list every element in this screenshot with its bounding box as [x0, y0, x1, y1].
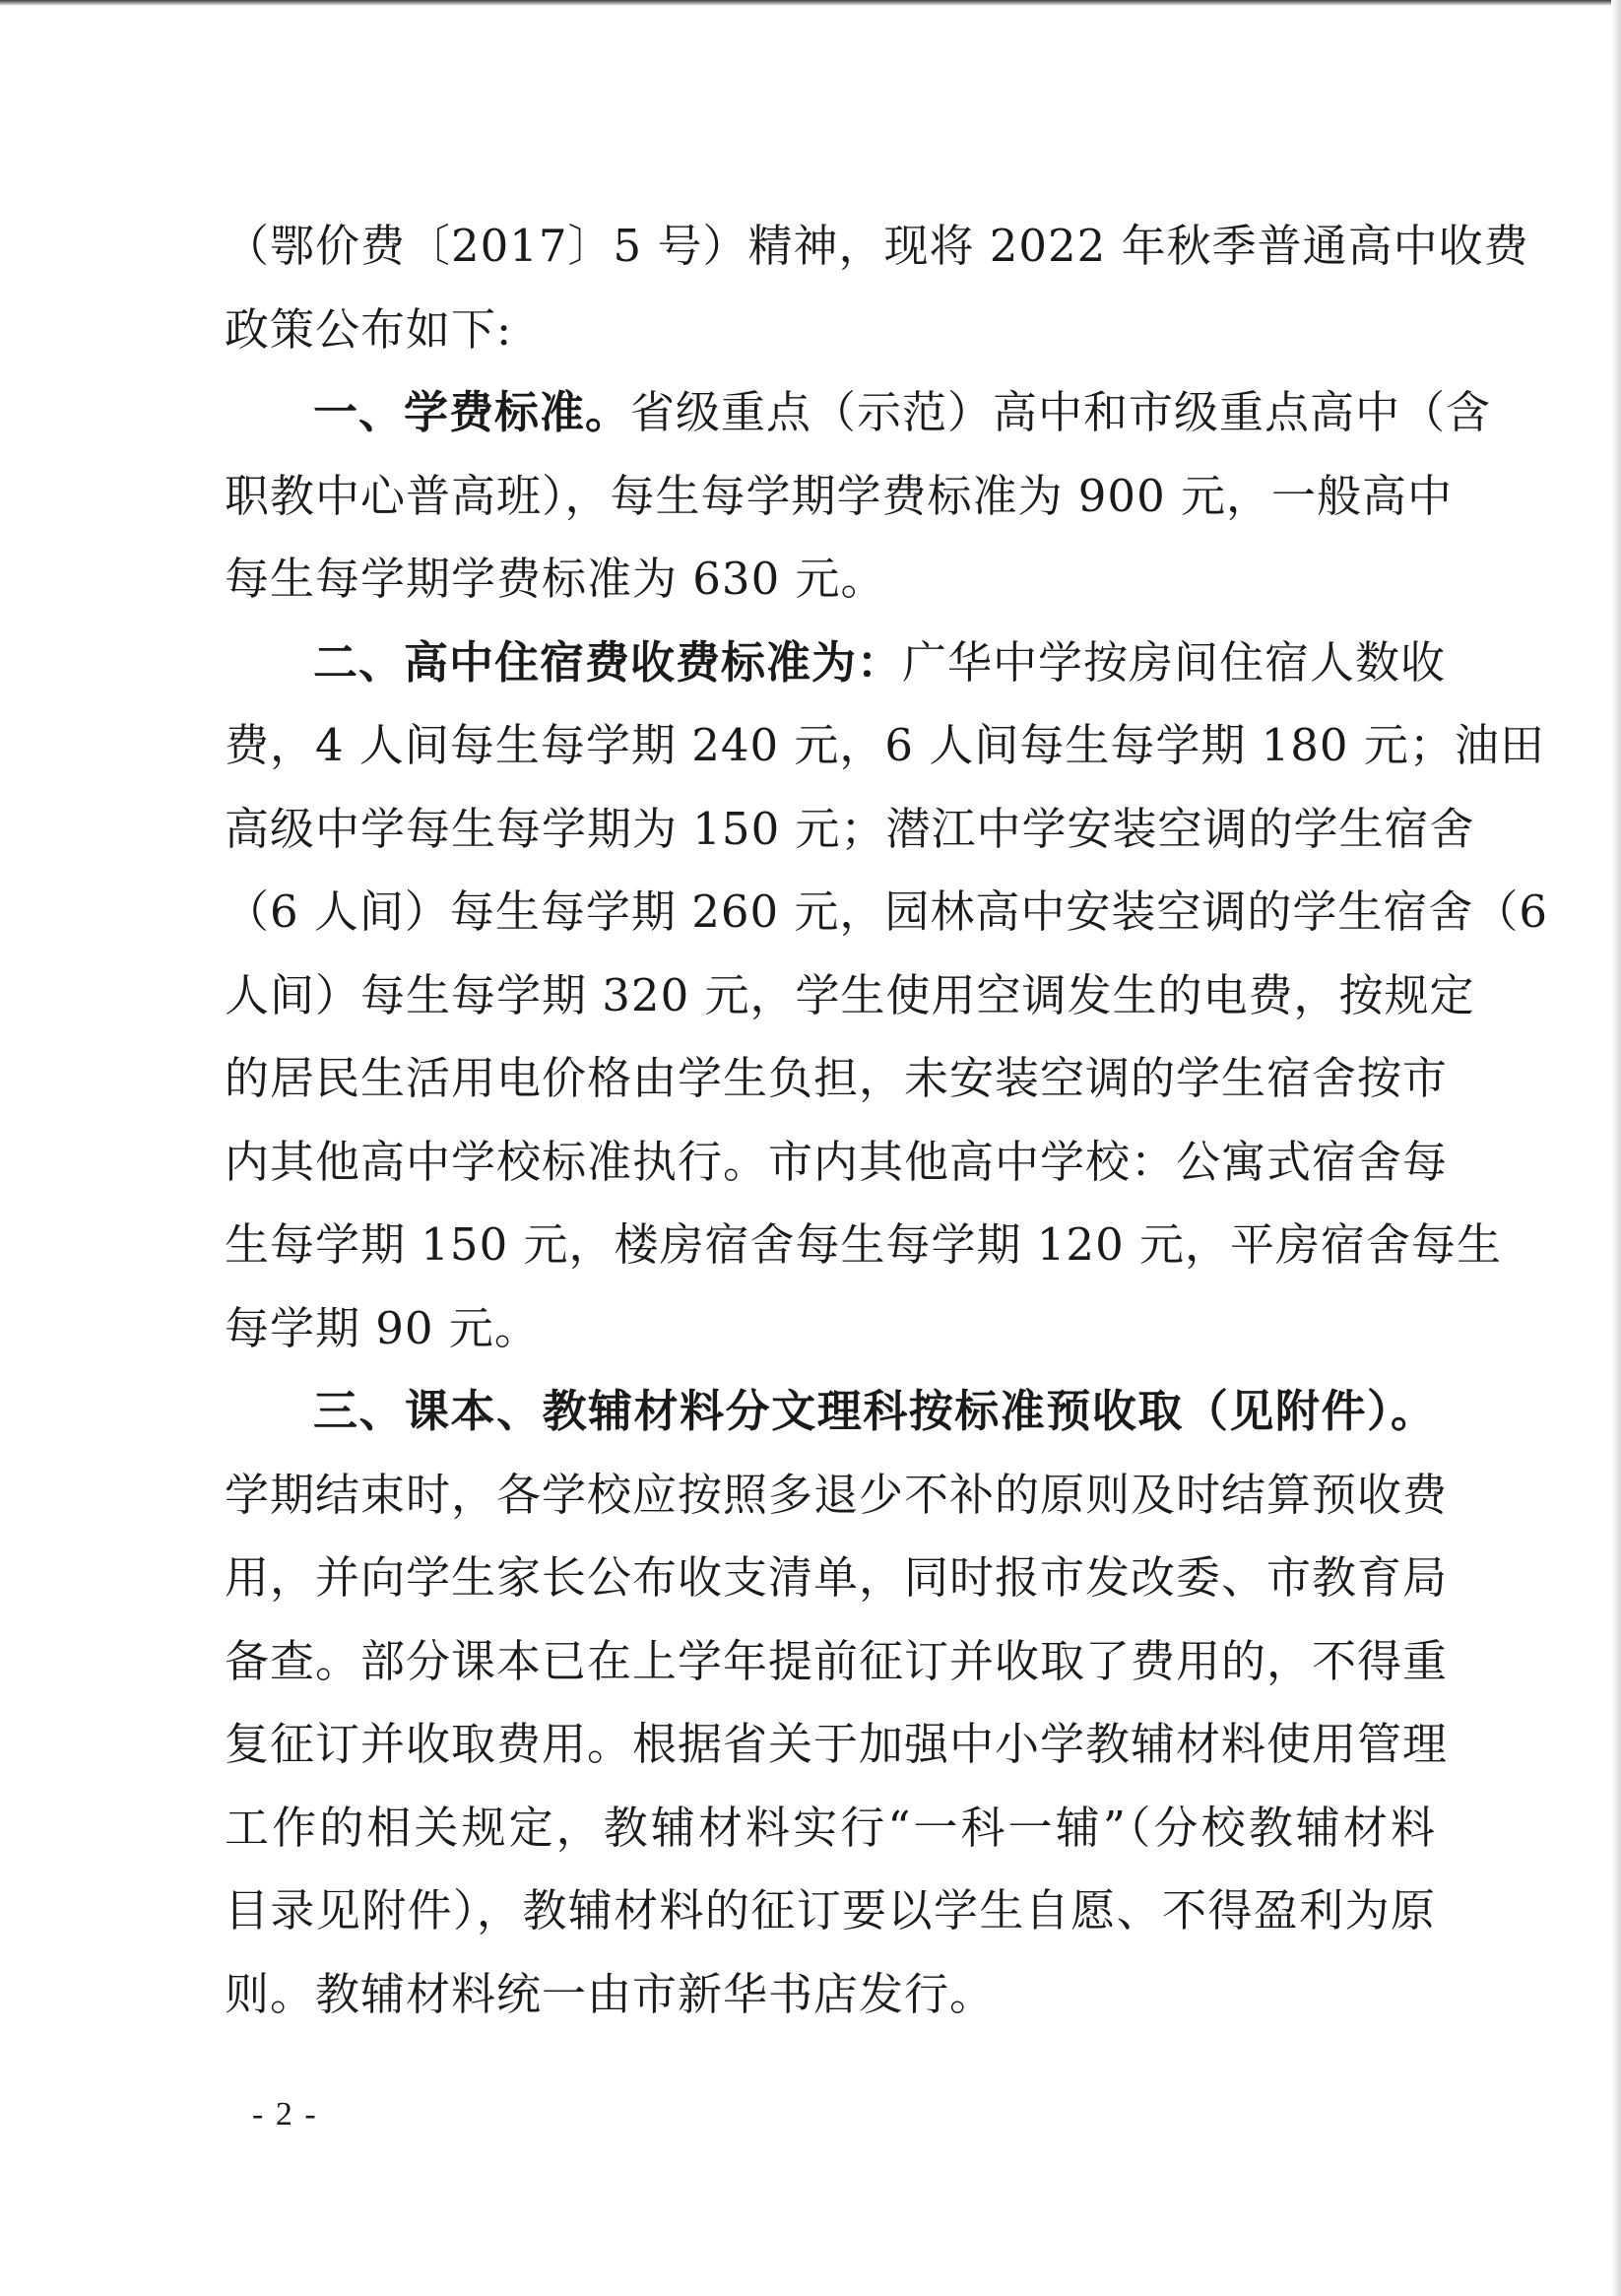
scan-edge-right	[1611, 0, 1621, 2296]
paragraph-line: 用，并向学生家长公布收支清单，同时报市发改委、市教育局	[225, 1551, 1449, 1604]
document-body	[225, 205, 1549, 2036]
paragraph-line: 的居民生活用电价格由学生负担，未安装空调的学生宿舍按市	[225, 1052, 1449, 1104]
section-2-first-line	[225, 622, 1447, 705]
paragraph-line: 高级中学每生每学期为 150 元；潜江中学安装空调的学生宿舍	[225, 802, 1475, 855]
section-2-text: 广华中学按房间住宿人数收	[902, 635, 1447, 689]
scan-edge-top	[0, 0, 1621, 6]
paragraph-line: 目录见附件），教辅材料的征订要以学生自愿、不得盈利为原	[225, 1884, 1436, 1936]
section-3-first-line	[225, 1370, 1436, 1454]
paragraph-line: 则。教辅材料统一由市新华书店发行。	[225, 1967, 996, 2020]
paragraph-line: 内其他高中学校标准执行。市内其他高中学校：公寓式宿舍每	[225, 1135, 1449, 1188]
paragraph-line: 工作的相关规定，教辅材料实行“一科一辅”（分校教辅材料	[225, 1801, 1436, 1854]
section-1-heading: 一、学费标准。	[313, 386, 631, 438]
paragraph-line: 人间）每生每学期 320 元，学生使用空调发生的电费，按规定	[225, 968, 1475, 1021]
paragraph-line: （6 人间）每生每学期 260 元，园林高中安装空调的学生宿舍（6	[225, 886, 1549, 938]
paragraph-line: （鄂价费〔2017〕5 号）精神，现将 2022 年秋季普通高中收费	[225, 220, 1529, 272]
section-3-heading: 三、课本、教辅材料分文理科按标准预收取（见附件）。	[313, 1385, 1436, 1437]
page-number: - 2 -	[252, 2096, 318, 2132]
section-1-first-line	[225, 371, 1492, 455]
paragraph-line: 复征订并收取费用。根据省关于加强中小学教辅材料使用管理	[225, 1718, 1449, 1770]
paragraph-line: 生每学期 150 元，楼房宿舍每生每学期 120 元，平房宿舍每生	[225, 1218, 1503, 1271]
paragraph-line: 备查。部分课本已在上学年提前征订并收取了费用的，不得重	[225, 1634, 1449, 1687]
paragraph-line: 学期结束时，各学校应按照多退少不补的原则及时结算预收费	[225, 1468, 1449, 1521]
paragraph-line: 每学期 90 元。	[225, 1301, 540, 1354]
paragraph-line: 费，4 人间每生每学期 240 元，6 人间每生每学期 180 元；油田	[225, 719, 1545, 771]
section-1-text: 省级重点（示范）高中和市级重点高中（含	[630, 386, 1492, 438]
paragraph-line: 职教中心普高班），每生每学期学费标准为 900 元，一般高中	[225, 469, 1454, 522]
paragraph-line: 每生每学期学费标准为 630 元。	[225, 553, 886, 605]
section-2-heading: 二、高中住宿费收费标准为：	[313, 635, 903, 689]
paragraph-line: 政策公布如下:	[225, 302, 513, 356]
